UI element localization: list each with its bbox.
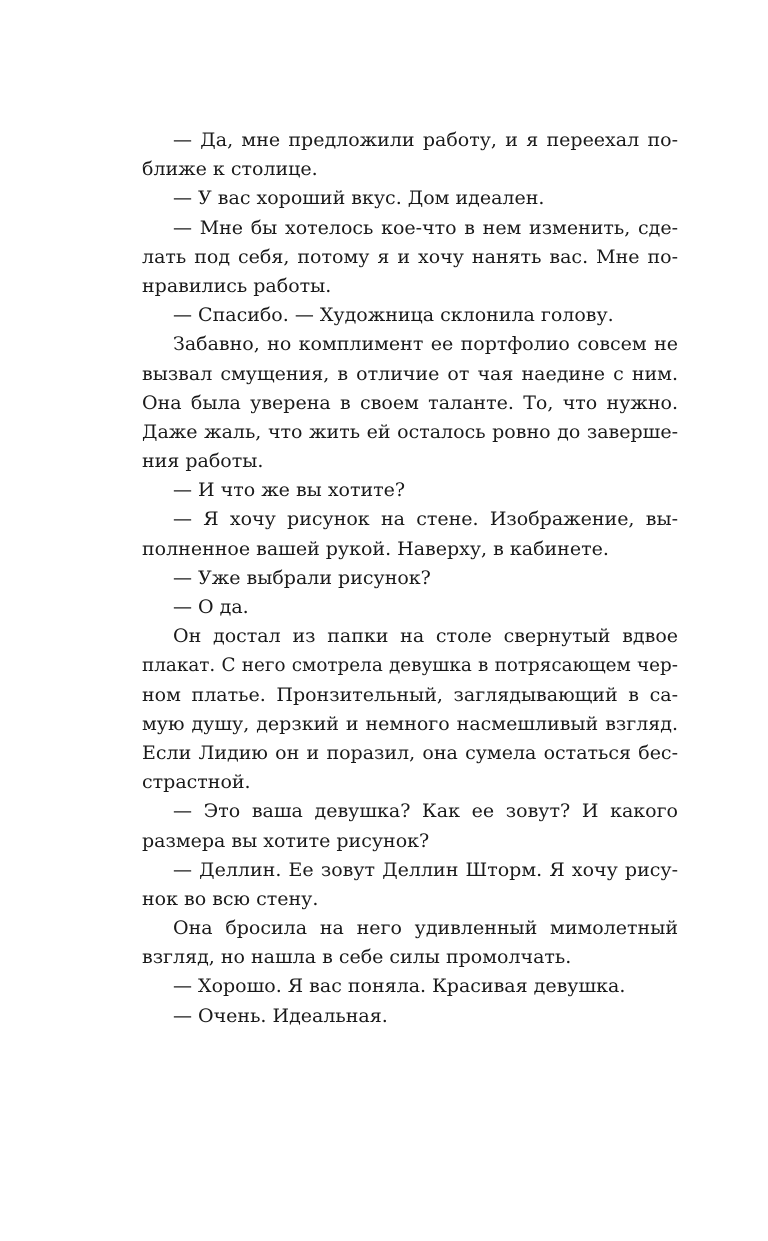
text-line: Даже жаль, что жить ей осталось ровно до заверше- bbox=[142, 420, 678, 443]
text-line: — Это ваша девушка? Как ее зовут? И какого bbox=[173, 800, 678, 823]
text-line: вызвал смущения, в отличие от чая наедине с ним. bbox=[142, 362, 678, 385]
text-line: — И что же вы хотите? bbox=[173, 479, 406, 502]
text-line: — У вас хороший вкус. Дом идеален. bbox=[173, 187, 545, 210]
text-line: Он достал из папки на столе свернутый вдвое bbox=[173, 625, 678, 648]
text-line: — Деллин. Ее зовут Деллин Шторм. Я хочу рису- bbox=[173, 858, 678, 881]
text-line: нравились работы. bbox=[142, 274, 332, 297]
text-line: Она бросила на него удивленный мимолетный bbox=[173, 917, 678, 940]
text-line: — Хорошо. Я вас поняла. Красивая девушка. bbox=[173, 975, 626, 998]
text-line: мую душу, дерзкий и немного насмешливый взгляд. bbox=[142, 712, 678, 735]
text-line: ном платье. Пронзительный, заглядывающий в са- bbox=[142, 683, 678, 706]
text-line: Если Лидию он и поразил, она сумела остаться бес- bbox=[142, 741, 678, 764]
text-line: ния работы. bbox=[142, 450, 264, 473]
text-line: полненное вашей рукой. Наверху, в кабинете. bbox=[142, 537, 609, 560]
text-line: — О да. bbox=[173, 596, 249, 618]
text-line: нок во всю стену. bbox=[142, 887, 319, 910]
text-line: Забавно, но комплимент ее портфолио совсем не bbox=[173, 333, 678, 356]
text-line: — Я хочу рисунок на стене. Изображение, вы- bbox=[173, 508, 678, 531]
text-line: — Да, мне предложили работу, и я переехал по- bbox=[173, 129, 678, 151]
text-line: ближе к столице. bbox=[142, 158, 318, 181]
text-line: Она была уверена в своем таланте. То, что нужно. bbox=[142, 391, 678, 414]
text-line: — Очень. Идеальная. bbox=[173, 1004, 388, 1027]
text-line: плакат. С него смотрела девушка в потрясающем чер- bbox=[142, 655, 678, 677]
text-line: лать под себя, потому я и хочу нанять вас. Мне по- bbox=[142, 245, 678, 268]
text-line: — Мне бы хотелось кое-что в нем изменить, сде- bbox=[173, 216, 678, 239]
body-text bbox=[142, 126, 678, 1031]
text-line: размера вы хотите рисунок? bbox=[142, 829, 430, 852]
text-line: взгляд, но нашла в себе силы промолчать. bbox=[142, 946, 572, 969]
text-line: страстной. bbox=[142, 771, 251, 794]
text-line: — Уже выбрали рисунок? bbox=[173, 566, 431, 589]
text-line: — Спасибо. — Художница склонила голову. bbox=[173, 304, 614, 327]
